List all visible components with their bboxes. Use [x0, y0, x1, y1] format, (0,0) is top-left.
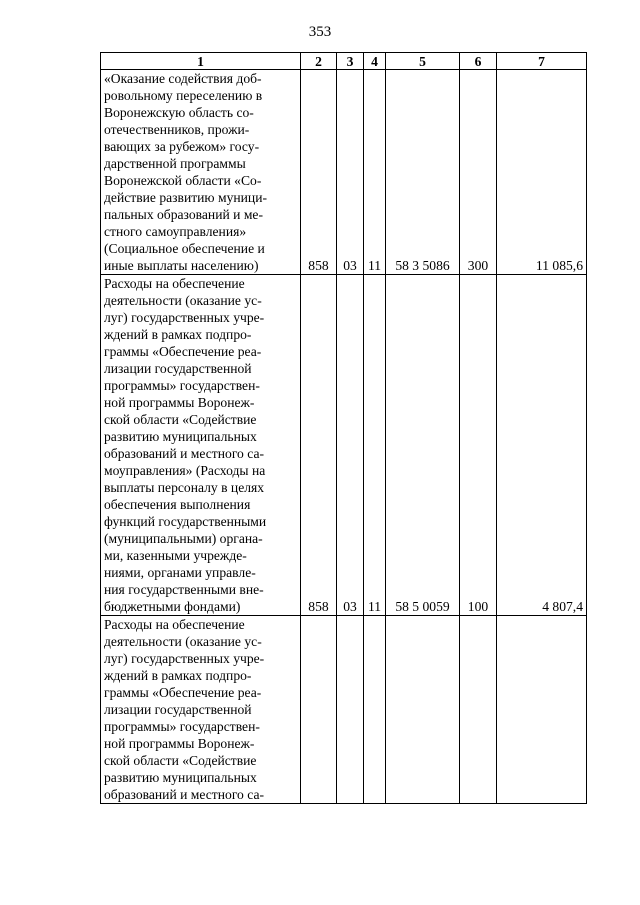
column-header-1: 1	[101, 53, 301, 70]
column-header-7: 7	[497, 53, 587, 70]
column-header-4: 4	[364, 53, 386, 70]
expense-type-code: 300	[460, 70, 497, 275]
table-row	[101, 70, 587, 275]
section-code: 03	[337, 275, 364, 616]
amount: 11 085,6	[497, 70, 587, 275]
row-description: Расходы на обеспечение деятельности (оказание ус- луг) государственных учре- ждений в рамках подпро- граммы «Обеспечение реа- лизации государственной программы» государствен- ной программы Воронеж- ской области «Содействие развитию муниципальных образований и местного са-	[101, 616, 301, 804]
amount	[497, 616, 587, 804]
column-header-3: 3	[337, 53, 364, 70]
ministry-code	[301, 616, 337, 804]
row-description: «Оказание содействия доб- ровольному переселению в Воронежскую область со- отечественников, прожи- вающих за рубежом» госу- дарственной программы Воронежской области «Со- действие развитию муници- пальных образований и ме- стного самоуправления» (Социальное обеспечение и иные выплаты населению)	[101, 70, 301, 275]
expense-type-code	[460, 616, 497, 804]
target-article-code: 58 5 0059	[386, 275, 460, 616]
subsection-code	[364, 616, 386, 804]
row-description: Расходы на обеспечение деятельности (оказание ус- луг) государственных учре- ждений в рамках подпро- граммы «Обеспечение реа- лизации государственной программы» государствен- ной программы Воронеж- ской области «Содействие развитию муниципальных образований и местного са- моуправления» (Расходы на выплаты персоналу в целях обеспечения выполнения функций государственными (муниципальными) органа- ми, казенными учрежде- ниями, органами управле- ния государственными вне- бюджетными фондами)	[101, 275, 301, 616]
ministry-code: 858	[301, 70, 337, 275]
section-code	[337, 616, 364, 804]
section-code: 03	[337, 70, 364, 275]
target-article-code: 58 3 5086	[386, 70, 460, 275]
ministry-code: 858	[301, 275, 337, 616]
target-article-code	[386, 616, 460, 804]
budget-table	[100, 52, 587, 804]
table-row	[101, 275, 587, 616]
column-header-2: 2	[301, 53, 337, 70]
page-number: 353	[308, 24, 332, 40]
subsection-code: 11	[364, 70, 386, 275]
amount: 4 807,4	[497, 275, 587, 616]
subsection-code: 11	[364, 275, 386, 616]
expense-type-code: 100	[460, 275, 497, 616]
column-header-6: 6	[460, 53, 497, 70]
column-header-5: 5	[386, 53, 460, 70]
table-row	[101, 616, 587, 804]
table-header-row	[101, 53, 587, 70]
